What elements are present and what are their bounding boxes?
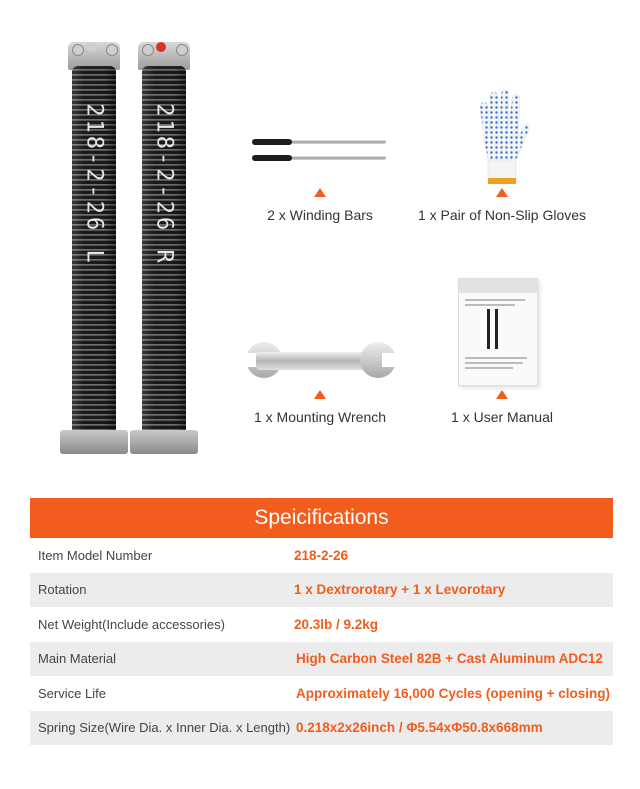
spring-stationary-cone	[60, 430, 128, 454]
specifications-table	[30, 498, 613, 745]
spec-value: 20.3lb / 9.2kg	[294, 616, 379, 632]
winding-bars-icon	[230, 110, 410, 220]
accessory-label: 1 x Pair of Non-Slip Gloves	[417, 207, 587, 223]
spec-row	[30, 607, 613, 642]
bolt-icon	[106, 44, 118, 56]
spec-row	[30, 676, 613, 711]
bolt-icon	[176, 44, 188, 56]
accessory-label: 1 x User Manual	[451, 409, 553, 425]
accessory-label: 1 x Mounting Wrench	[253, 409, 387, 425]
winding-cone-cap	[86, 42, 96, 52]
winding-cone-cap	[156, 42, 166, 52]
spec-value: 0.218x2x26inch / Φ5.54xΦ50.8x668mm	[296, 720, 543, 736]
spec-label: Rotation	[38, 582, 87, 598]
torsion-spring-left	[64, 42, 124, 460]
accessory-label: 2 x Winding Bars	[267, 207, 373, 223]
torsion-spring-right	[134, 42, 194, 460]
bolt-icon	[142, 44, 154, 56]
spring-model-label: 218-2-26 R	[151, 103, 177, 266]
manual-icon	[412, 284, 592, 394]
accessory-wrench	[230, 304, 410, 425]
spec-value: Approximately 16,000 Cycles (opening + closing)	[296, 685, 610, 701]
accessory-winding-bars	[230, 110, 410, 223]
spec-value: 218-2-26	[294, 547, 349, 563]
bolt-icon	[72, 44, 84, 56]
spec-label: Item Model Number	[38, 547, 153, 563]
spring-stationary-cone	[130, 430, 198, 454]
spring-model-label: 218-2-26 L	[81, 103, 107, 266]
wrench-icon	[230, 304, 410, 414]
spec-label: Spring Size(Wire Dia. x Inner Dia. x Length)	[38, 720, 291, 736]
accessory-user-manual	[412, 284, 592, 425]
specifications-title: Speicifications	[30, 498, 613, 538]
spec-row	[30, 711, 613, 746]
spec-label: Service Life	[38, 685, 106, 701]
spec-row	[30, 573, 613, 608]
spec-label: Net Weight(Include accessories)	[38, 616, 225, 632]
gloves-icon	[412, 110, 592, 220]
spec-row	[30, 642, 613, 677]
spec-label: Main Material	[38, 651, 117, 667]
accessory-gloves	[412, 110, 592, 223]
spec-row	[30, 538, 613, 573]
spec-value: High Carbon Steel 82B + Cast Aluminum ADC12	[296, 651, 603, 667]
spec-value: 1 x Dextrorotary + 1 x Levorotary	[294, 582, 506, 598]
